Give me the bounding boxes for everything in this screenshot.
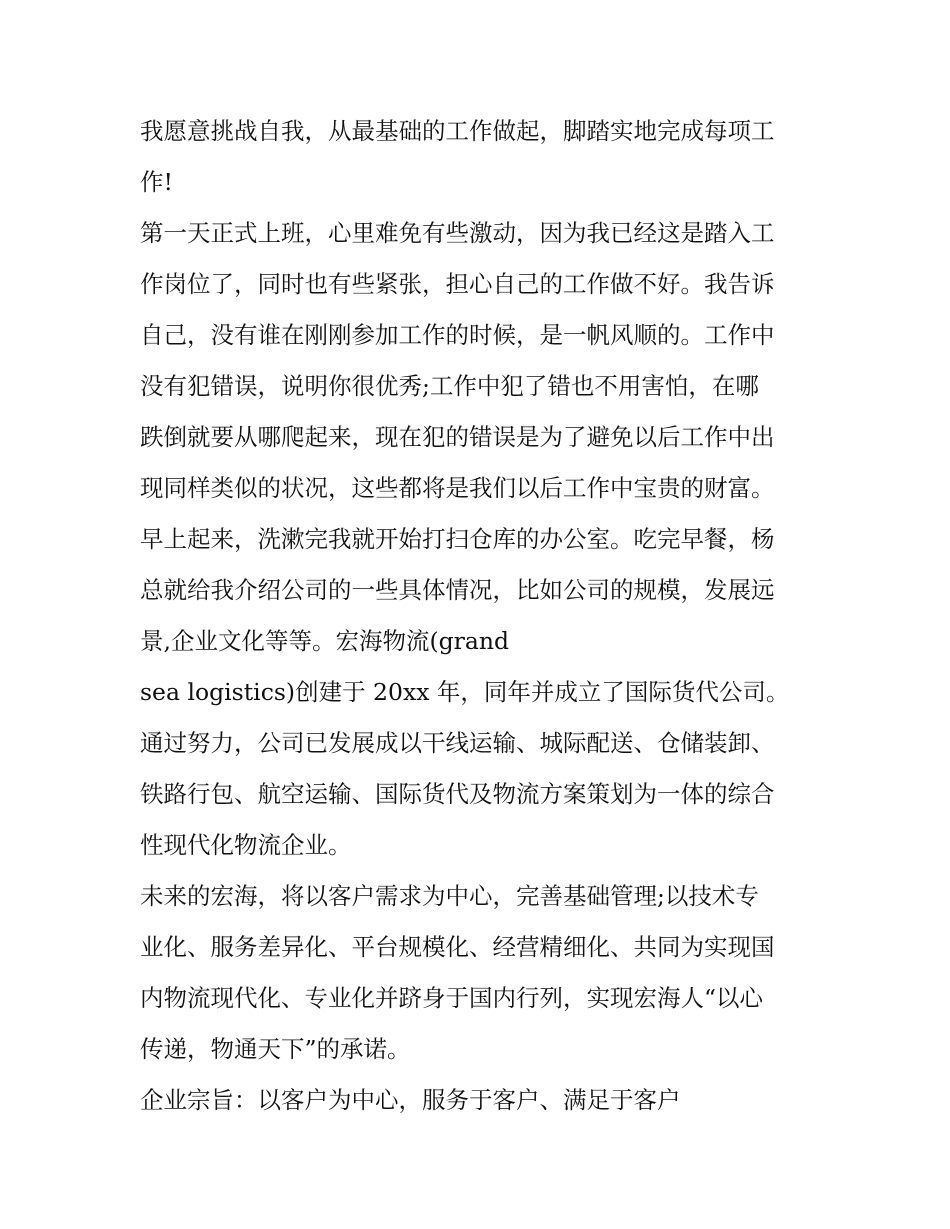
text-line: 业化、服务差异化、平台规模化、经营精细化、共同为实现国 [140,933,775,961]
text-line: 现同样类似的状况，这些都将是我们以后工作中宝贵的财富。 [140,474,775,502]
paragraph-company-tenet [140,1075,812,1126]
paragraph-future-vision [140,871,812,1075]
document-body [140,106,812,1126]
paragraph-company-founding [140,667,812,718]
text-line: 自己，没有谁在刚刚参加工作的时候，是一帆风顺的。工作中 [140,321,775,349]
paragraph-company-development [140,718,812,871]
text-line: 性现代化物流企业。 [140,831,352,859]
text-line: 通过努力，公司已发展成以干线运输、城际配送、仓储装卸、 [140,729,775,757]
text-line: 没有犯错误，说明你很优秀;工作中犯了错也不用害怕，在哪 [140,372,759,400]
text-line: 未来的宏海，将以客户需求为中心，完善基础管理;以技术专 [140,882,759,910]
text-line: 作岗位了，同时也有些紧张，担心自己的工作做不好。我告诉 [140,270,775,298]
text-line: 第一天正式上班，心里难免有些激动，因为我已经这是踏入工 [140,219,775,247]
paragraph-self-challenge [140,106,812,208]
text-line: 跌倒就要从哪爬起来，现在犯的错误是为了避免以后工作中出 [140,423,775,451]
text-line: sea logistics)创建于 20xx 年，同年并成立了国际货代公司。 [140,678,790,706]
text-line: 景,企业文化等等。宏海物流(grand [140,627,510,655]
text-line: 内物流现代化、专业化并跻身于国内行列，实现宏海人“以心 [140,984,764,1012]
text-line: 铁路行包、航空运输、国际货代及物流方案策划为一体的综合 [140,780,775,808]
paragraph-morning [140,514,812,667]
text-line: 企业宗旨：以客户为中心，服务于客户、满足于客户 [140,1086,681,1114]
paragraph-first-day [140,208,812,514]
text-line: 我愿意挑战自我，从最基础的工作做起，脚踏实地完成每项工 [140,117,775,145]
text-line: 总就给我介绍公司的一些具体情况，比如公司的规模，发展远 [140,576,775,604]
text-line: 早上起来，洗漱完我就开始打扫仓库的办公室。吃完早餐，杨 [140,525,775,553]
text-line: 作! [140,168,173,196]
text-line: 传递，物通天下”的承诺。 [140,1035,411,1063]
